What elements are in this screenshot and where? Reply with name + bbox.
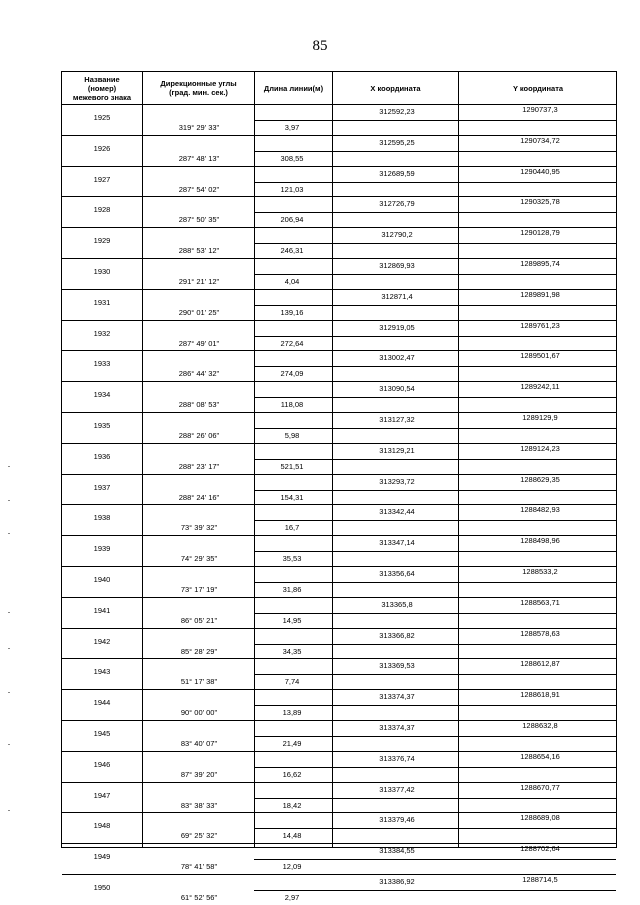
x-coordinate: 313090,54 (379, 384, 415, 394)
line-length: 2,97 (284, 893, 300, 902)
row-divider (62, 381, 616, 382)
point-name: 1928 (93, 205, 111, 215)
point-name: 1942 (93, 636, 111, 646)
column-divider (142, 72, 143, 847)
y-coordinate: 1288670,77 (520, 782, 560, 792)
point-name: 1932 (93, 328, 111, 338)
segment-divider (254, 305, 616, 306)
line-length: 5,98 (284, 431, 300, 440)
segment-divider (254, 613, 616, 614)
y-coordinate: 1288482,93 (520, 505, 560, 515)
row-divider (62, 258, 616, 259)
point-name: 1950 (93, 883, 111, 892)
line-length: 7,74 (284, 677, 300, 687)
direction-angle: 73° 39' 32" (180, 523, 218, 533)
segment-divider (254, 767, 616, 768)
y-coordinate: 1289242,11 (520, 382, 560, 392)
y-coordinate: 1289895,74 (520, 259, 560, 268)
direction-angle: 86° 05' 21" (180, 615, 218, 625)
segment-divider (254, 705, 616, 706)
line-length: 31,86 (282, 585, 302, 594)
point-name: 1941 (93, 605, 111, 615)
row-divider (62, 720, 616, 721)
segment-divider (254, 890, 616, 891)
direction-angle: 83° 40' 07" (180, 739, 218, 748)
x-coordinate: 313366,82 (379, 630, 415, 640)
row-divider (62, 166, 616, 167)
segment-divider (254, 120, 616, 121)
y-coordinate: 1288632,8 (522, 721, 558, 730)
point-name: 1948 (93, 821, 111, 831)
segment-divider (254, 243, 616, 244)
row-divider (62, 320, 616, 321)
x-coordinate: 313002,47 (379, 353, 415, 363)
line-length: 3,97 (284, 123, 300, 132)
row-divider (62, 658, 616, 659)
direction-angle: 288° 08' 53" (178, 400, 220, 410)
segment-divider (254, 151, 616, 152)
point-name: 1946 (93, 759, 111, 769)
line-length: 139,16 (280, 307, 304, 317)
x-coordinate: 313369,53 (379, 661, 415, 671)
direction-angle: 287° 49' 01" (178, 338, 220, 348)
row-divider (62, 597, 616, 598)
segment-divider (254, 397, 616, 398)
x-coordinate: 313347,14 (379, 538, 415, 548)
line-length: 34,35 (282, 646, 302, 656)
header-point-name: Название (номер) межевого знака (72, 74, 132, 102)
x-coordinate: 312689,59 (379, 168, 415, 178)
point-name: 1934 (93, 390, 111, 400)
segment-divider (254, 490, 616, 491)
direction-angle: 74° 29' 35" (180, 554, 218, 564)
point-name: 1936 (93, 451, 111, 461)
y-coordinate: 1288612,87 (520, 659, 560, 669)
row-divider (62, 628, 616, 629)
point-name: 1931 (93, 297, 111, 307)
y-coordinate: 1290737,3 (522, 105, 558, 114)
row-divider (62, 412, 616, 413)
line-length: 13,89 (282, 708, 302, 718)
direction-angle: 83° 38' 33" (180, 800, 218, 810)
direction-angle: 51° 17' 38" (180, 677, 218, 687)
direction-angle: 286° 44' 32" (178, 369, 220, 379)
line-length: 154,31 (280, 492, 304, 502)
direction-angle: 287° 48' 13" (178, 153, 220, 163)
row-divider (62, 782, 616, 783)
point-name: 1949 (93, 852, 111, 862)
row-divider (62, 474, 616, 475)
point-name: 1939 (93, 544, 111, 554)
segment-divider (254, 428, 616, 429)
y-coordinate: 1288533,2 (522, 567, 558, 576)
segment-divider (254, 274, 616, 275)
row-divider (62, 566, 616, 567)
point-name: 1935 (93, 421, 111, 430)
segment-divider (254, 736, 616, 737)
direction-angle: 90° 00' 00" (180, 708, 218, 718)
segment-divider (254, 798, 616, 799)
y-coordinate: 1290325,78 (520, 197, 560, 207)
point-name: 1925 (93, 113, 111, 122)
line-length: 12,09 (282, 862, 302, 872)
row-divider (62, 289, 616, 290)
x-coordinate: 313129,21 (379, 445, 415, 455)
scan-dot (8, 810, 10, 811)
scan-dot (8, 692, 10, 693)
x-coordinate: 312869,93 (379, 261, 415, 270)
direction-angle: 78° 41' 58" (180, 862, 218, 872)
line-length: 521,51 (280, 461, 304, 471)
header-line-length: Длина линии(м) (263, 83, 324, 93)
x-coordinate: 313384,55 (379, 846, 415, 856)
y-coordinate: 1288702,64 (520, 844, 560, 854)
y-coordinate: 1288714,5 (522, 875, 558, 884)
line-length: 16,62 (282, 769, 302, 779)
point-name: 1943 (93, 667, 111, 677)
line-length: 14,95 (282, 615, 302, 625)
y-coordinate: 1289124,23 (520, 443, 560, 453)
header-direction-angle: Дирекционные углы (град. мин. сек.) (160, 79, 237, 97)
y-coordinate: 1288563,71 (520, 597, 560, 607)
header-y-coordinate: Y координата (512, 83, 564, 93)
x-coordinate: 312919,05 (379, 322, 415, 332)
x-coordinate: 313377,42 (379, 784, 415, 794)
y-coordinate: 1289501,67 (520, 351, 560, 361)
direction-angle: 288° 23' 17" (178, 461, 220, 471)
row-divider (62, 196, 616, 197)
point-name: 1938 (93, 513, 111, 523)
x-coordinate: 313365,8 (381, 599, 413, 609)
point-name: 1944 (93, 698, 111, 708)
row-divider (62, 135, 616, 136)
direction-angle: 287° 54' 02" (178, 184, 220, 194)
x-coordinate: 313379,46 (379, 815, 415, 825)
x-coordinate: 312595,25 (379, 137, 415, 147)
y-coordinate: 1288618,91 (520, 690, 560, 700)
line-length: 206,94 (280, 215, 304, 225)
direction-angle: 291° 21' 12" (178, 277, 220, 286)
direction-angle: 288° 26' 06" (178, 431, 220, 440)
x-coordinate: 313127,32 (379, 415, 415, 424)
segment-divider (254, 182, 616, 183)
direction-angle: 290° 01' 25" (178, 307, 220, 317)
direction-angle: 288° 24' 16" (178, 492, 220, 502)
segment-divider (254, 212, 616, 213)
point-name: 1926 (93, 143, 111, 153)
x-coordinate: 313342,44 (379, 507, 415, 517)
x-coordinate: 313356,64 (379, 569, 415, 578)
point-name: 1930 (93, 267, 111, 276)
row-divider (62, 812, 616, 813)
row-divider (62, 227, 616, 228)
y-coordinate: 1288654,16 (520, 751, 560, 761)
x-coordinate: 312726,79 (379, 199, 415, 209)
row-divider (62, 504, 616, 505)
row-divider (62, 874, 616, 875)
line-length: 121,03 (280, 184, 304, 194)
line-length: 35,53 (282, 554, 302, 564)
line-length: 21,49 (282, 739, 302, 748)
header-x-coordinate: X координата (370, 83, 421, 93)
y-coordinate: 1288629,35 (520, 474, 560, 484)
segment-divider (254, 828, 616, 829)
x-coordinate: 313376,74 (379, 753, 415, 763)
line-length: 4,04 (284, 277, 300, 286)
y-coordinate: 1290128,79 (520, 228, 560, 238)
direction-angle: 61° 52' 56" (180, 893, 218, 902)
page-number: 85 (312, 38, 328, 54)
point-name: 1933 (93, 359, 111, 369)
segment-divider (254, 520, 616, 521)
coordinates-table (61, 71, 617, 902)
line-length: 274,09 (280, 369, 304, 379)
y-coordinate: 1288498,96 (520, 536, 560, 546)
row-divider (62, 443, 616, 444)
line-length: 14,48 (282, 831, 302, 841)
segment-divider (254, 551, 616, 552)
direction-angle: 85° 28' 29" (180, 646, 218, 656)
direction-angle: 287° 50' 35" (178, 215, 220, 225)
direction-angle: 73° 17' 19" (180, 585, 218, 594)
line-length: 308,55 (280, 153, 304, 163)
segment-divider (254, 336, 616, 337)
scan-dot (8, 466, 10, 467)
direction-angle: 87° 39' 20" (180, 769, 218, 779)
row-divider (62, 689, 616, 690)
x-coordinate: 313293,72 (379, 476, 415, 486)
scan-dot (8, 744, 10, 745)
scan-dot (8, 612, 10, 613)
y-coordinate: 1288578,63 (520, 628, 560, 638)
direction-angle: 69° 25' 32" (180, 831, 218, 841)
y-coordinate: 1290734,72 (520, 135, 560, 145)
segment-divider (254, 644, 616, 645)
x-coordinate: 312790,2 (381, 230, 413, 240)
point-name: 1937 (93, 482, 111, 492)
line-length: 18,42 (282, 800, 302, 810)
y-coordinate: 1288689,08 (520, 813, 560, 823)
segment-divider (254, 459, 616, 460)
x-coordinate: 312592,23 (379, 107, 415, 116)
x-coordinate: 313386,92 (379, 877, 415, 886)
segment-divider (254, 366, 616, 367)
row-divider (62, 843, 616, 844)
y-coordinate: 1289129,9 (522, 413, 558, 422)
y-coordinate: 1290440,95 (520, 166, 560, 176)
line-length: 246,31 (280, 246, 304, 256)
row-divider (62, 535, 616, 536)
point-name: 1947 (93, 790, 111, 800)
y-coordinate: 1289761,23 (520, 320, 560, 330)
scan-dot (8, 500, 10, 501)
point-name: 1940 (93, 575, 111, 584)
line-length: 272,64 (280, 338, 304, 348)
point-name: 1927 (93, 174, 111, 184)
line-length: 118,08 (280, 400, 304, 410)
row-divider (62, 350, 616, 351)
segment-divider (254, 859, 616, 860)
segment-divider (254, 674, 616, 675)
row-divider (62, 751, 616, 752)
x-coordinate: 313374,37 (379, 723, 415, 732)
direction-angle: 319° 29' 33" (178, 123, 220, 132)
scan-dot (8, 533, 10, 534)
point-name: 1945 (93, 729, 111, 738)
segment-divider (254, 582, 616, 583)
line-length: 16,7 (284, 523, 300, 533)
x-coordinate: 313374,37 (379, 692, 415, 702)
x-coordinate: 312871,4 (381, 291, 413, 301)
y-coordinate: 1289891,98 (520, 289, 560, 299)
direction-angle: 288° 53' 12" (178, 246, 220, 256)
scan-dot (8, 648, 10, 649)
point-name: 1929 (93, 236, 111, 246)
